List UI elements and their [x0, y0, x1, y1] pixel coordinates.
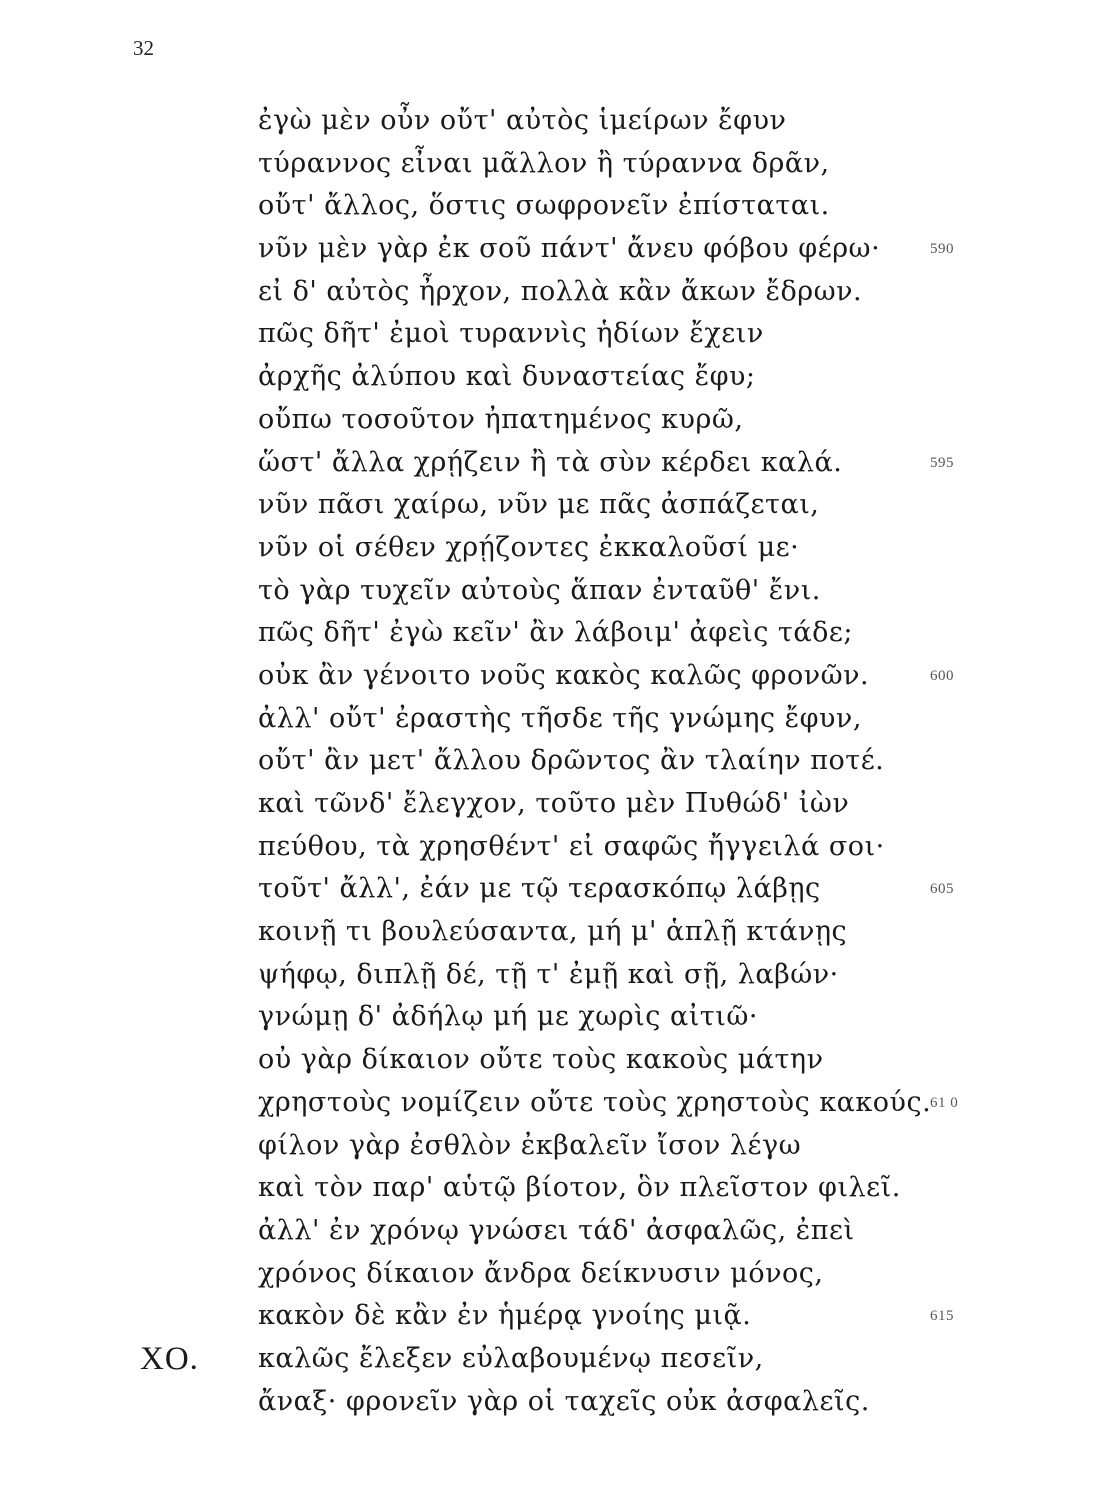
verse-block	[140, 100, 1018, 1423]
verse-line	[258, 570, 1018, 613]
verse-line	[258, 399, 1018, 442]
verse-text: νῦν οἱ σέθεν χρῄζοντες ἐκκαλοῦσί με·	[258, 531, 800, 563]
verse-text: χρηστοὺς νομίζειν οὔτε τοὺς χρηστοὺς κακούς.	[258, 1086, 932, 1118]
line-number: 595	[930, 454, 954, 471]
verse-text: καλῶς ἔλεξεν εὐλαβουμένῳ πεσεῖν,	[258, 1342, 764, 1374]
verse-line	[258, 313, 1018, 356]
verse-text: οὔπω τοσοῦτον ἠπατημένος κυρῶ,	[258, 403, 744, 435]
verse-text: νῦν μὲν γὰρ ἐκ σοῦ πάντ' ἄνευ φόβου φέρω·	[258, 233, 881, 265]
verse-text: καὶ τῶνδ' ἔλεγχον, τοῦτο μὲν Πυθώδ' ἰὼν	[258, 788, 850, 819]
verse-text: ἀρχῆς ἀλύπου καὶ δυναστείας ἔφυ;	[258, 361, 756, 393]
verse-text: φίλον γὰρ ἐσθλὸν ἐκβαλεῖν ἴσον λέγω	[258, 1129, 802, 1161]
verse-line	[258, 1039, 1018, 1082]
verse-line	[258, 271, 1018, 314]
verse-text: ἐγὼ μὲν οὖν οὔτ' αὐτὸς ἱμείρων ἔφυν	[258, 105, 787, 136]
verse-text: πῶς δῆτ' ἐγὼ κεῖν' ἂν λάβοιμ' ἀφεὶς τάδε;	[258, 617, 853, 649]
verse-line	[258, 740, 1018, 783]
line-number: 61 0	[930, 1094, 959, 1111]
verse-line	[258, 1295, 1018, 1338]
verse-line	[258, 1082, 1018, 1125]
verse-line	[258, 783, 1018, 826]
verse-text: ἀλλ' ἐν χρόνῳ γνώσει τάδ' ἀσφαλῶς, ἐπεὶ	[258, 1214, 855, 1246]
verse-text: ἄναξ· φρονεῖν γὰρ οἱ ταχεῖς οὐκ ἀσφαλεῖς.	[258, 1385, 870, 1417]
verse-text: γνώμῃ δ' ἀδήλῳ μή με χωρὶς αἰτιῶ·	[258, 1001, 758, 1033]
verse-text: καὶ τὸν παρ' αὑτῷ βίοτον, ὃν πλεῖστον φιλεῖ.	[258, 1172, 901, 1204]
verse-text: οὔτ' ἂν μετ' ἄλλου δρῶντος ἂν τλαίην ποτέ.	[258, 745, 885, 777]
verse-line	[258, 826, 1018, 869]
verse-line	[258, 996, 1018, 1039]
verse-text: οὐ γὰρ δίκαιον οὔτε τοὺς κακοὺς μάτην	[258, 1044, 824, 1076]
verse-text: νῦν πᾶσι χαίρω, νῦν με πᾶς ἀσπάζεται,	[258, 489, 820, 521]
verse-line	[258, 1125, 1018, 1168]
line-number: 600	[930, 667, 954, 684]
verse-line	[258, 911, 1018, 954]
line-number: 590	[930, 241, 954, 258]
verse-line	[258, 442, 1018, 485]
verse-line	[258, 868, 1018, 911]
verse-line	[258, 1210, 1018, 1253]
verse-text: χρόνος δίκαιον ἄνδρα δείκνυσιν μόνος,	[258, 1257, 824, 1289]
verse-line	[258, 185, 1018, 228]
verse-line	[258, 484, 1018, 527]
verse-line	[258, 143, 1018, 186]
verse-line	[258, 228, 1018, 271]
verse-line	[258, 1167, 1018, 1210]
verse-text: κακὸν δὲ κἂν ἐν ἡμέρᾳ γνοίης μιᾷ.	[258, 1300, 752, 1332]
verse-line	[258, 356, 1018, 399]
line-number: 615	[930, 1308, 954, 1325]
verse-line	[258, 954, 1018, 997]
verse-line	[258, 612, 1018, 655]
verse-line	[140, 1338, 1018, 1381]
verse-line	[258, 698, 1018, 741]
verse-text: τύραννος εἶναι μᾶλλον ἢ τύραννα δρᾶν,	[258, 147, 830, 179]
verse-text: εἰ δ' αὐτὸς ἦρχον, πολλὰ κἂν ἄκων ἔδρων.	[258, 275, 863, 307]
line-number: 605	[930, 881, 954, 898]
verse-line	[258, 100, 1018, 143]
verse-line	[258, 655, 1018, 698]
page-number: 32	[133, 36, 154, 60]
verse-text: κοινῇ τι βουλεύσαντα, μή μ' ἁπλῇ κτάνῃς	[258, 916, 848, 948]
verse-line	[258, 1381, 1018, 1424]
verse-text: ἀλλ' οὔτ' ἐραστὴς τῆσδε τῆς γνώμης ἔφυν,	[258, 702, 862, 734]
verse-text: ὥστ' ἄλλα χρῄζειν ἢ τὰ σὺν κέρδει καλά.	[258, 446, 843, 478]
verse-line	[258, 527, 1018, 570]
verse-text: πεύθου, τὰ χρησθέντ' εἰ σαφῶς ἤγγειλά σοι·	[258, 830, 885, 862]
verse-text: ψήφῳ, διπλῇ δέ, τῇ τ' ἐμῇ καὶ σῇ, λαβών·	[258, 958, 839, 990]
verse-line	[258, 1253, 1018, 1296]
verse-text: οὔτ' ἄλλος, ὅστις σωφρονεῖν ἐπίσταται.	[258, 190, 830, 222]
verse-text: τοῦτ' ἄλλ', ἐάν με τῷ τερασκόπῳ λάβῃς	[258, 873, 821, 905]
verse-text: οὐκ ἂν γένοιτο νοῦς κακὸς καλῶς φρονῶν.	[258, 659, 870, 691]
verse-text: πῶς δῆτ' ἐμοὶ τυραννὶς ἡδίων ἔχειν	[258, 318, 764, 350]
verse-text: τὸ γὰρ τυχεῖν αὐτοὺς ἅπαν ἐνταῦθ' ἔνι.	[258, 574, 821, 606]
speaker-label: ΧΟ.	[140, 1340, 199, 1377]
